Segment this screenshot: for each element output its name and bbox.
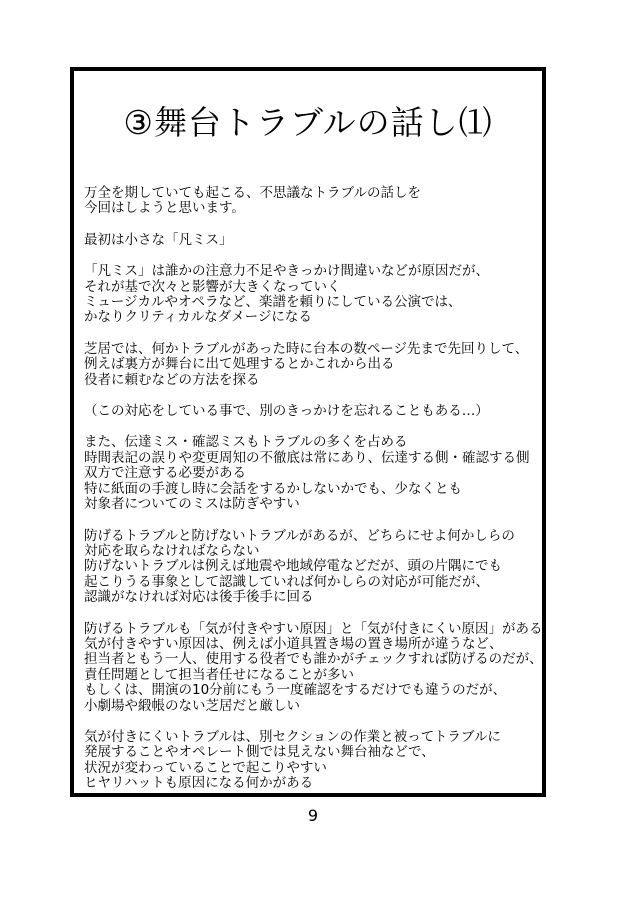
text-line: 対応を取らなければならない: [84, 542, 260, 559]
text-line: かなりクリティカルなダメージになる: [84, 309, 312, 326]
text-line: 時間表記の誤りや変更周知の不徹底は常にあり、伝達する側・確認する側: [84, 449, 530, 466]
body-text: [84, 185, 543, 808]
text-line: もしくは、開演の10分前にもう一度確認をするだけでも違うのだが、: [84, 682, 507, 699]
text-line: 小劇場や緞帳のない芝居だと厳しい: [84, 697, 300, 714]
text-line: 防げないトラブルは例えば地震や地域停電などだが、頭の片隅にでも: [84, 558, 502, 575]
page-number: 9: [307, 806, 319, 825]
text-line: 最初は小さな「凡ミス」: [84, 231, 233, 248]
text-line: 役者に頼むなどの方法を探る: [84, 371, 260, 388]
paragraph: [84, 404, 540, 419]
text-line: それが基で次々と影響が大きくなっていく: [84, 278, 341, 295]
text-line: 双方で注意する必要がある: [84, 465, 246, 482]
paragraph: [84, 186, 540, 217]
text-line: 今回はしようと思います。: [84, 200, 245, 217]
text-line: また、伝達ミス・確認ミスもトラブルの多くを占める: [84, 434, 408, 451]
paragraph: [84, 620, 543, 714]
text-line: 状況が変わっていることで起こりやすい: [84, 759, 327, 776]
text-line: 責任問題として担当者任せになることが多い: [84, 666, 354, 683]
text-line: 発展することやオペレート側では見えない舞台袖などで、: [84, 744, 435, 761]
text-line: （この対応をしている事で、別のきっかけを忘れることもある…）: [84, 403, 489, 420]
text-line: 気が付きにくいトラブルは、別セクションの作業と被ってトラブルに: [84, 728, 501, 745]
text-line: 万全を期していても起こる、不思議なトラブルの話しを: [84, 185, 421, 201]
paragraph: [84, 342, 540, 388]
paragraph: [84, 730, 540, 792]
paragraph: [84, 264, 540, 326]
paragraph: [84, 529, 540, 606]
text-line: 対象者についてのミスは防ぎやすい: [84, 496, 300, 513]
text-line: 認識がなければ対応は後手後手に回る: [84, 589, 314, 606]
text-line: ミュージカルやオペラなど、楽譜を頼りにしている公演では、: [84, 294, 462, 311]
page-title: ③舞台トラブルの話し⑴: [123, 103, 493, 142]
text-line: 気が付きやすい原因は、例えば小道具置き場の置き場所が違うなど、: [84, 635, 503, 652]
text-line: 「凡ミス」は誰かの注意力不足やきっかけ間違いなどが原因だが、: [84, 263, 489, 280]
text-line: 防げるトラブルと防げないトラブルがあるが、どちらにせよ何かしらの: [84, 527, 515, 544]
text-line: 特に紙面の手渡し時に会話をするかしないかでも、少なくとも: [84, 480, 462, 497]
text-line: 芝居では、何かトラブルがあった時に台本の数ページ先まで先回りして、: [84, 340, 529, 357]
text-line: 防げるトラブルも「気が付きやすい原因」と「気が付きにくい原因」がある: [84, 620, 543, 637]
paragraph: [84, 435, 540, 512]
text-line: 例えば裏方が舞台に出て処理するとかこれから出る: [84, 356, 395, 373]
text-line: 起こりうる事象として認識していれば何かしらの対応が可能だが、: [84, 573, 489, 590]
text-line: ヒヤリハットも原因になる何かがある: [84, 775, 314, 792]
text-line: 担当者ともう一人、使用する役者でも誰かがチェックすれば防げるのだが、: [84, 651, 543, 668]
paragraph: [84, 233, 540, 248]
